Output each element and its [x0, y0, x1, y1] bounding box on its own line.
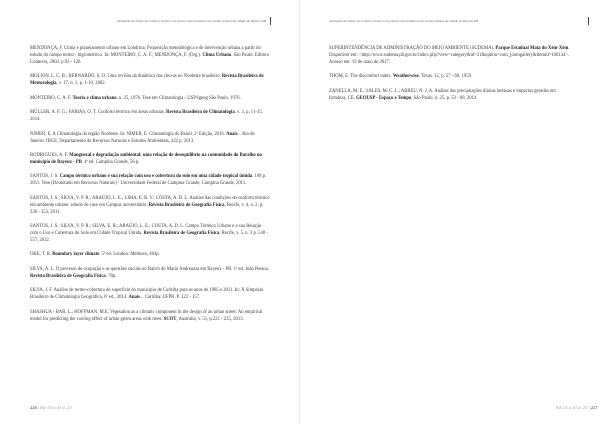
reference-text: . 4ª ed. Campina Grande, 56 p.	[81, 159, 140, 165]
reference-text: SANTOS, J. S.; SILVA, V. P. R.; ARAÚJO, L. E.; LIMA, E. R. V.; COSTA, A. D. L. Análise das condições do conforto térmico em ambiente urbano: estudo de caso em Campus universitário.	[30, 195, 270, 208]
reference-entry	[30, 267, 270, 281]
reference-text: , Recife, v. 5, n. 3 p. 540 - 557, 2012.	[30, 231, 268, 243]
reference-entry	[30, 224, 270, 245]
reference-entry	[30, 252, 270, 259]
reference-entry	[329, 46, 572, 67]
reference-text: SANTOS, J. S.; SILVA, V. P. R.; SILVA, E. R.; ARAÚJO, L. E.; COSTA, A. D. L. Campo Térmico Urbano e a sua Relação com o Uso e Cobertura do Solo em Cidade Tropical Úmida.	[30, 224, 262, 237]
reference-text: , São Paulo. n. 25, p. 53 - 68, 2014.	[411, 95, 478, 101]
reference-text: RODRIGUES, A. F.	[30, 153, 70, 159]
reference-title: Manguezal e degradação ambiental: uma relação de desequilíbrio na comunidade do Baralho no município de Bayeux - PB	[30, 153, 262, 165]
reference-text: OKE, T. R.	[30, 252, 53, 258]
footer-edition: Ed. 01 a 01 p. 23	[556, 405, 588, 410]
reference-text: . v. 3, p. 11-35, 2014.	[30, 110, 263, 123]
reference-title: Anais	[226, 131, 238, 137]
reference-text: . 108 p. 2011. Tese (Doutorado em Recursos Naturais) - Universidade Federal de Campina Grande, Campina Grande, 2011.	[30, 174, 267, 187]
page-footer	[30, 405, 72, 410]
reference-text: SUPERINTENDÊNCIA DE ADMINISTRAÇÃO DO MEIO AMBIENTE (SUDEMA).	[329, 46, 496, 51]
footer-separator: |	[38, 405, 39, 410]
reference-entry	[30, 74, 270, 88]
reference-text: MONTEIRO, C. A. F.	[30, 95, 73, 101]
reference-entry	[30, 132, 270, 146]
reference-text: MOLION, L. C. B.; BERNARDO, S. O. Uma revisão da dinâmica das chuvas no Nordeste brasileiro.	[30, 74, 222, 80]
reference-entry	[329, 74, 572, 81]
reference-title: Campo térmico urbano e sua relação com uso e cobertura do solo em uma cidade tropical úmida	[59, 174, 253, 180]
reference-title: Revista Brasileira de Geografia Física	[148, 202, 225, 208]
page-number: 227	[590, 405, 598, 410]
reference-title: Revista Brasileira de Geografia Física	[30, 273, 106, 279]
page-footer	[556, 405, 598, 410]
footer-separator: |	[588, 405, 590, 410]
reference-title: Boundary layer climate	[52, 252, 100, 258]
reference-text: , Australia, v. 51, p.221 - 235, 2013.	[176, 316, 244, 322]
reference-text: . Disponível em: <http://www.sudema.pb.gov.br/index.php?view=category&id=21&option=com_joomgallery&Itemid=100134>. Acesso em: 19 de maio de 2017.	[329, 46, 570, 65]
reference-text: , v. 17, n. 1, p. 1-10, 2002.	[56, 81, 106, 87]
reference-title: Revista Brasileira de Geografia Física	[143, 231, 220, 237]
reference-text: MÜLLER, A. F. G.; FARIAS, O. T. Conforto térmico em áreas urbanas.	[30, 110, 167, 116]
reference-text: ... Rio de Janeiro: IBGE, Departamento de Recursos Naturais e Estudos Ambientais, 422 p, 2013.	[30, 131, 255, 144]
page-number: 226	[30, 405, 37, 410]
reference-text: ... Curitiba: UFPR. P. 122 - 157.	[140, 295, 201, 301]
reference-title: Clima Urbano	[202, 52, 232, 58]
reference-entry	[30, 288, 270, 302]
reference-text: . 5ª ed. London: Methuen, 464p.	[99, 252, 160, 258]
reference-text: , Recife, v. 4, n. 2, p. 336 - 353, 2011.	[30, 202, 264, 215]
reference-text: SILVA, J. F. Análise de termo-cobertura de superfície do município de Curitiba para os anos de 1985 e 2011. In: X Simpósio Brasileiro de Climatologia Geográfica, 6ª ed., 2014.	[30, 288, 264, 301]
reference-text: SHASHUA - BAR, L.; HOFFMAN, M.E. Vegetation as a climatic component in the design of an urban street: An empirical model for predicting the cooling effect of urban green areas with trees.	[30, 309, 263, 322]
footer-edition: Ed. 01 a 01 p. 23	[40, 405, 72, 410]
reference-list	[329, 46, 572, 110]
reference-text: SILVA, A. L. O processo de ocupação e as questões sociais no Bairro do Mario Andreazza em Bayeux - PB. 1ª ed. João Pessoa,	[30, 266, 269, 272]
reference-title: SCOT	[163, 316, 177, 322]
reference-text: ZANELLA, M. E.; SALES, M. C. L.; ABREU, N. J. A. Análise das precipitações diárias intensas e impactos gerados em fortaleza, CE.	[329, 88, 556, 101]
reference-text: . São Paulo: Editora Contexto, 2003. p.93 - 120.	[30, 52, 269, 65]
reference-text: . n. 25, 1976. Tese em Climatologia - USP/Igeog São Paulo, 1976.	[116, 95, 241, 101]
reference-title: Teoria e clima urbano	[72, 95, 117, 101]
reference-text: , Texas. 12, p. 57 - 60, 1959.	[418, 74, 473, 80]
reference-text: SANTOS, J. S.	[30, 174, 60, 180]
reference-entry	[329, 89, 572, 103]
reference-text: NIMER, E. A Climatologia da região Nordeste. In: NIMER, E. Climatologia do Brasil. 2ª Edição, 2016.	[30, 131, 227, 137]
running-head: Avaliação do índice de conforto térmico em pontos representativos da malha urbana da cidade de Bayeux-PB	[116, 19, 266, 23]
reference-title: Parque Estadual Mata do Xém-Xém	[495, 46, 569, 51]
running-head-bar	[270, 17, 271, 25]
running-head: Avaliação do índice de conforto térmico em pontos representativos da malha urbana da cidade de Bayeux-PB	[329, 19, 479, 23]
reference-entry	[30, 310, 270, 324]
reference-entry	[30, 110, 270, 124]
reference-title: GEOUSP - Espaço e Tempo	[356, 95, 412, 101]
reference-entry	[30, 196, 270, 217]
reference-list	[30, 46, 270, 331]
reference-text: MENDONÇA, F. Clima e planejamento urbano em Londrina: Proposição metodológica e de intervenção urbana a partir do estudo do campo termo - higrométrico. In: MONTEIRO, C. A. F.; MENDONÇA, F. (Org.).	[30, 46, 261, 58]
reference-entry	[30, 174, 270, 188]
reference-title: Revista Brasileira de Climatologia	[166, 110, 235, 116]
reference-entry	[30, 46, 270, 67]
right-page	[300, 0, 600, 424]
reference-title: Weatherwise	[392, 74, 419, 80]
reference-title: Revista Brasileira de Meteorologia	[30, 74, 264, 87]
reference-text: , 78p.	[105, 273, 117, 279]
reference-title: Anais	[128, 295, 141, 301]
reference-text: THOM, E. The discomfort index.	[329, 74, 393, 80]
reference-entry	[30, 96, 270, 103]
reference-entry	[30, 153, 270, 167]
running-head-bar	[588, 17, 589, 25]
